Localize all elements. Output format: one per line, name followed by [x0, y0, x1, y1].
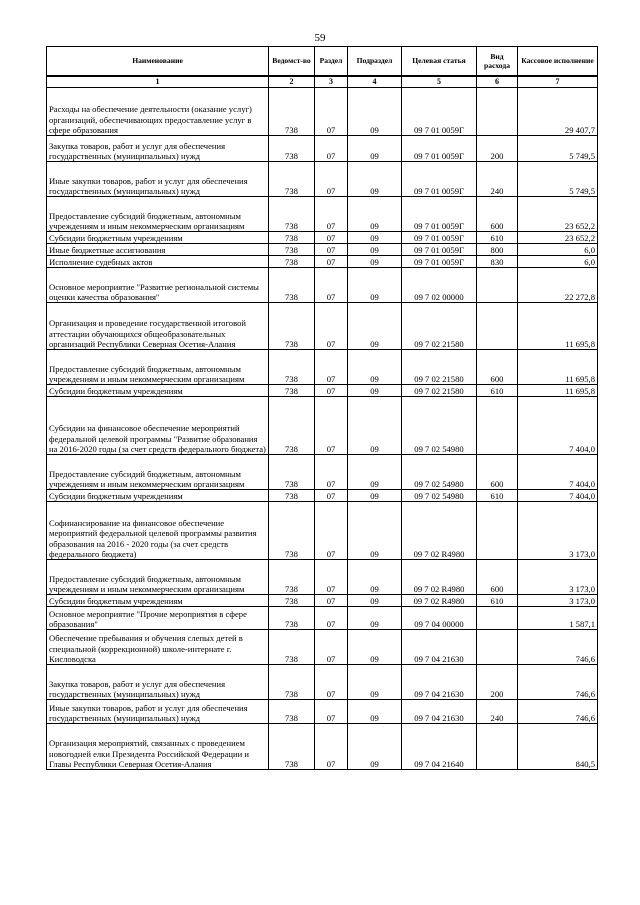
- table-row: [47, 665, 598, 700]
- row-target: 09 7 04 21630: [402, 700, 477, 724]
- row-execution-value: 3 173,0: [518, 560, 598, 595]
- row-subsection: 09: [348, 385, 402, 397]
- row-expense-type: 610: [477, 595, 518, 607]
- row-name: Закупка товаров, работ и услуг для обеспечения государственных (муниципальных) нужд: [47, 136, 269, 162]
- row-execution-value: 11 695,8: [518, 303, 598, 350]
- row-execution-value: 5 749,5: [518, 162, 598, 197]
- table-body: [47, 88, 598, 770]
- row-execution-value: 11 695,8: [518, 350, 598, 385]
- row-dept: 738: [269, 490, 315, 502]
- row-expense-type: [477, 724, 518, 770]
- row-target: 09 7 04 21640: [402, 724, 477, 770]
- row-dept: 738: [269, 268, 315, 303]
- row-target: 09 7 01 0059Г: [402, 244, 477, 256]
- table-row: [47, 595, 598, 607]
- row-section: 07: [315, 490, 348, 502]
- header-dept: Ведомст-во: [269, 47, 315, 76]
- row-target: 09 7 04 00000: [402, 607, 477, 630]
- page-number: 59: [314, 32, 326, 44]
- row-expense-type: 600: [477, 197, 518, 232]
- row-subsection: 09: [348, 490, 402, 502]
- col-number: 2: [269, 76, 315, 88]
- row-expense-type: 800: [477, 244, 518, 256]
- row-target: 09 7 01 0059Г: [402, 232, 477, 244]
- row-target: 09 7 02 00000: [402, 268, 477, 303]
- row-target: 09 7 02 21580: [402, 350, 477, 385]
- table-row: [47, 724, 598, 770]
- row-name: Субсидии бюджетным учреждениям: [47, 385, 269, 397]
- row-subsection: 09: [348, 350, 402, 385]
- row-dept: 738: [269, 595, 315, 607]
- row-name: Субсидии бюджетным учреждениям: [47, 490, 269, 502]
- table-row: [47, 256, 598, 268]
- table-row: [47, 244, 598, 256]
- row-execution-value: 746,6: [518, 630, 598, 665]
- row-execution-value: 6,0: [518, 256, 598, 268]
- row-name: Субсидии бюджетным учреждениям: [47, 595, 269, 607]
- row-dept: 738: [269, 385, 315, 397]
- row-expense-type: 240: [477, 162, 518, 197]
- col-number: 5: [402, 76, 477, 88]
- row-section: 07: [315, 88, 348, 136]
- header-section: Раздел: [315, 47, 348, 76]
- row-subsection: 09: [348, 303, 402, 350]
- row-execution-value: 746,6: [518, 700, 598, 724]
- col-number: 6: [477, 76, 518, 88]
- table-row: [47, 397, 598, 455]
- row-dept: 738: [269, 136, 315, 162]
- row-subsection: 09: [348, 256, 402, 268]
- row-name: Предоставление субсидий бюджетным, автономным учреждениям и иным некоммерческим организациям: [47, 197, 269, 232]
- row-dept: 738: [269, 162, 315, 197]
- row-section: 07: [315, 385, 348, 397]
- row-execution-value: 7 404,0: [518, 397, 598, 455]
- row-subsection: 09: [348, 197, 402, 232]
- row-subsection: 09: [348, 268, 402, 303]
- row-section: 07: [315, 665, 348, 700]
- row-section: 07: [315, 595, 348, 607]
- row-dept: 738: [269, 502, 315, 560]
- row-section: 07: [315, 560, 348, 595]
- row-section: 07: [315, 350, 348, 385]
- row-expense-type: 830: [477, 256, 518, 268]
- row-target: 09 7 02 54980: [402, 455, 477, 490]
- row-name: Расходы на обеспечение деятельности (оказание услуг) организаций, обеспечивающих предоставление услуг в сфере образования: [47, 88, 269, 136]
- table-row: [47, 162, 598, 197]
- row-execution-value: 11 695,8: [518, 385, 598, 397]
- table-row: [47, 197, 598, 232]
- row-name: Организация мероприятий, связанных с проведением новогодней елки Президента Российской Федерации и Главы Республики Северная Осетия-Алания: [47, 724, 269, 770]
- row-subsection: 09: [348, 162, 402, 197]
- row-subsection: 09: [348, 244, 402, 256]
- row-execution-value: 22 272,8: [518, 268, 598, 303]
- row-subsection: 09: [348, 455, 402, 490]
- row-section: 07: [315, 244, 348, 256]
- row-subsection: 09: [348, 595, 402, 607]
- row-dept: 738: [269, 724, 315, 770]
- row-name: Субсидии бюджетным учреждениям: [47, 232, 269, 244]
- row-execution-value: 746,6: [518, 665, 598, 700]
- row-expense-type: 600: [477, 455, 518, 490]
- row-target: 09 7 01 0059Г: [402, 197, 477, 232]
- table-row: [47, 88, 598, 136]
- header-expense-type: Вид расхода: [477, 47, 518, 76]
- col-number: 7: [518, 76, 598, 88]
- row-expense-type: 200: [477, 665, 518, 700]
- row-section: 07: [315, 197, 348, 232]
- row-target: 09 7 01 0059Г: [402, 136, 477, 162]
- row-section: 07: [315, 502, 348, 560]
- row-target: 09 7 02 54980: [402, 397, 477, 455]
- row-section: 07: [315, 700, 348, 724]
- row-execution-value: 23 652,2: [518, 197, 598, 232]
- row-target: 09 7 04 21630: [402, 630, 477, 665]
- row-name: Основное мероприятие "Развитие региональной системы оценки качества образования": [47, 268, 269, 303]
- row-expense-type: 600: [477, 350, 518, 385]
- row-dept: 738: [269, 197, 315, 232]
- row-subsection: 09: [348, 502, 402, 560]
- row-subsection: 09: [348, 560, 402, 595]
- row-name: Иные закупки товаров, работ и услуг для обеспечения государственных (муниципальных) нужд: [47, 162, 269, 197]
- row-expense-type: [477, 268, 518, 303]
- row-target: 09 7 01 0059Г: [402, 256, 477, 268]
- row-expense-type: [477, 397, 518, 455]
- row-name: Субсидии на финансовое обеспечение мероприятий федеральной целевой программы "Развитие образования на 2016-2020 годы (за счет средств федерального бюджета): [47, 397, 269, 455]
- row-dept: 738: [269, 232, 315, 244]
- row-expense-type: [477, 303, 518, 350]
- row-name: Предоставление субсидий бюджетным, автономным учреждениям и иным некоммерческим организациям: [47, 560, 269, 595]
- row-section: 07: [315, 256, 348, 268]
- row-dept: 738: [269, 88, 315, 136]
- row-target: 09 7 02 R4980: [402, 595, 477, 607]
- table-row: [47, 560, 598, 595]
- row-execution-value: 3 173,0: [518, 502, 598, 560]
- row-execution-value: 7 404,0: [518, 455, 598, 490]
- row-expense-type: [477, 607, 518, 630]
- row-execution-value: 5 749,5: [518, 136, 598, 162]
- table-row: [47, 136, 598, 162]
- row-expense-type: 200: [477, 136, 518, 162]
- row-section: 07: [315, 303, 348, 350]
- row-subsection: 09: [348, 397, 402, 455]
- row-subsection: 09: [348, 607, 402, 630]
- row-name: Иные бюджетные ассигнования: [47, 244, 269, 256]
- row-name: Предоставление субсидий бюджетным, автономным учреждениям и иным некоммерческим организациям: [47, 455, 269, 490]
- row-dept: 738: [269, 256, 315, 268]
- row-section: 07: [315, 455, 348, 490]
- row-target: 09 7 04 21630: [402, 665, 477, 700]
- table-row: [47, 607, 598, 630]
- header-subsection: Подраздел: [348, 47, 402, 76]
- row-section: 07: [315, 630, 348, 665]
- row-dept: 738: [269, 397, 315, 455]
- row-expense-type: 240: [477, 700, 518, 724]
- row-target: 09 7 02 21580: [402, 303, 477, 350]
- row-dept: 738: [269, 560, 315, 595]
- row-target: 09 7 01 0059Г: [402, 162, 477, 197]
- row-subsection: 09: [348, 665, 402, 700]
- row-section: 07: [315, 136, 348, 162]
- row-expense-type: 610: [477, 232, 518, 244]
- row-name: Основное мероприятие "Прочие мероприятия в сфере образования": [47, 607, 269, 630]
- row-name: Обеспечение пребывания и обучения слепых детей в специальной (коррекционной) школе-интернате г. Кисловодска: [47, 630, 269, 665]
- row-section: 07: [315, 162, 348, 197]
- row-name: Предоставление субсидий бюджетным, автономным учреждениям и иным некоммерческим организациям: [47, 350, 269, 385]
- row-expense-type: [477, 630, 518, 665]
- table-row: [47, 490, 598, 502]
- column-number-row: [47, 76, 598, 88]
- row-expense-type: 610: [477, 385, 518, 397]
- row-section: 07: [315, 232, 348, 244]
- row-expense-type: 610: [477, 490, 518, 502]
- row-execution-value: 3 173,0: [518, 595, 598, 607]
- row-target: 09 7 01 0059Г: [402, 88, 477, 136]
- budget-table: [46, 46, 598, 770]
- row-dept: 738: [269, 455, 315, 490]
- header-name: Наименование: [47, 47, 269, 76]
- table-row: [47, 268, 598, 303]
- row-dept: 738: [269, 303, 315, 350]
- row-subsection: 09: [348, 630, 402, 665]
- row-section: 07: [315, 397, 348, 455]
- row-dept: 738: [269, 607, 315, 630]
- col-number: 4: [348, 76, 402, 88]
- table-header-row: [47, 47, 598, 76]
- col-number: 1: [47, 76, 269, 88]
- row-target: 09 7 02 R4980: [402, 502, 477, 560]
- row-execution-value: 840,5: [518, 724, 598, 770]
- row-name: Закупка товаров, работ и услуг для обеспечения государственных (муниципальных) нужд: [47, 665, 269, 700]
- row-dept: 738: [269, 630, 315, 665]
- row-expense-type: 600: [477, 560, 518, 595]
- row-execution-value: 23 652,2: [518, 232, 598, 244]
- row-execution-value: 29 407,7: [518, 88, 598, 136]
- row-subsection: 09: [348, 136, 402, 162]
- row-dept: 738: [269, 350, 315, 385]
- header-execution: Кассовое исполнение: [518, 47, 598, 76]
- row-execution-value: 6,0: [518, 244, 598, 256]
- header-target: Целевая статья: [402, 47, 477, 76]
- row-name: Софинансирование на финансовое обеспечение мероприятий федеральной целевой программы развития образования на 2016 - 2020 годы (за счет средств федерального бюджета): [47, 502, 269, 560]
- row-dept: 738: [269, 700, 315, 724]
- row-name: Иные закупки товаров, работ и услуг для обеспечения государственных (муниципальных) нужд: [47, 700, 269, 724]
- table-row: [47, 502, 598, 560]
- row-dept: 738: [269, 244, 315, 256]
- row-name: Исполнение судебных актов: [47, 256, 269, 268]
- row-target: 09 7 02 21580: [402, 385, 477, 397]
- table-row: [47, 385, 598, 397]
- table-row: [47, 630, 598, 665]
- row-execution-value: 7 404,0: [518, 490, 598, 502]
- row-subsection: 09: [348, 232, 402, 244]
- table-row: [47, 455, 598, 490]
- row-expense-type: [477, 88, 518, 136]
- row-dept: 738: [269, 665, 315, 700]
- row-section: 07: [315, 607, 348, 630]
- row-section: 07: [315, 268, 348, 303]
- row-execution-value: 1 587,1: [518, 607, 598, 630]
- table-row: [47, 232, 598, 244]
- row-target: 09 7 02 54980: [402, 490, 477, 502]
- row-subsection: 09: [348, 700, 402, 724]
- row-expense-type: [477, 502, 518, 560]
- table-row: [47, 700, 598, 724]
- table-row: [47, 303, 598, 350]
- row-section: 07: [315, 724, 348, 770]
- row-name: Организация и проведение государственной итоговой аттестации обучающихся общеобразовательных организаций Республики Северная Осетия-Алания: [47, 303, 269, 350]
- col-number: 3: [315, 76, 348, 88]
- row-subsection: 09: [348, 88, 402, 136]
- row-subsection: 09: [348, 724, 402, 770]
- table-row: [47, 350, 598, 385]
- row-target: 09 7 02 R4980: [402, 560, 477, 595]
